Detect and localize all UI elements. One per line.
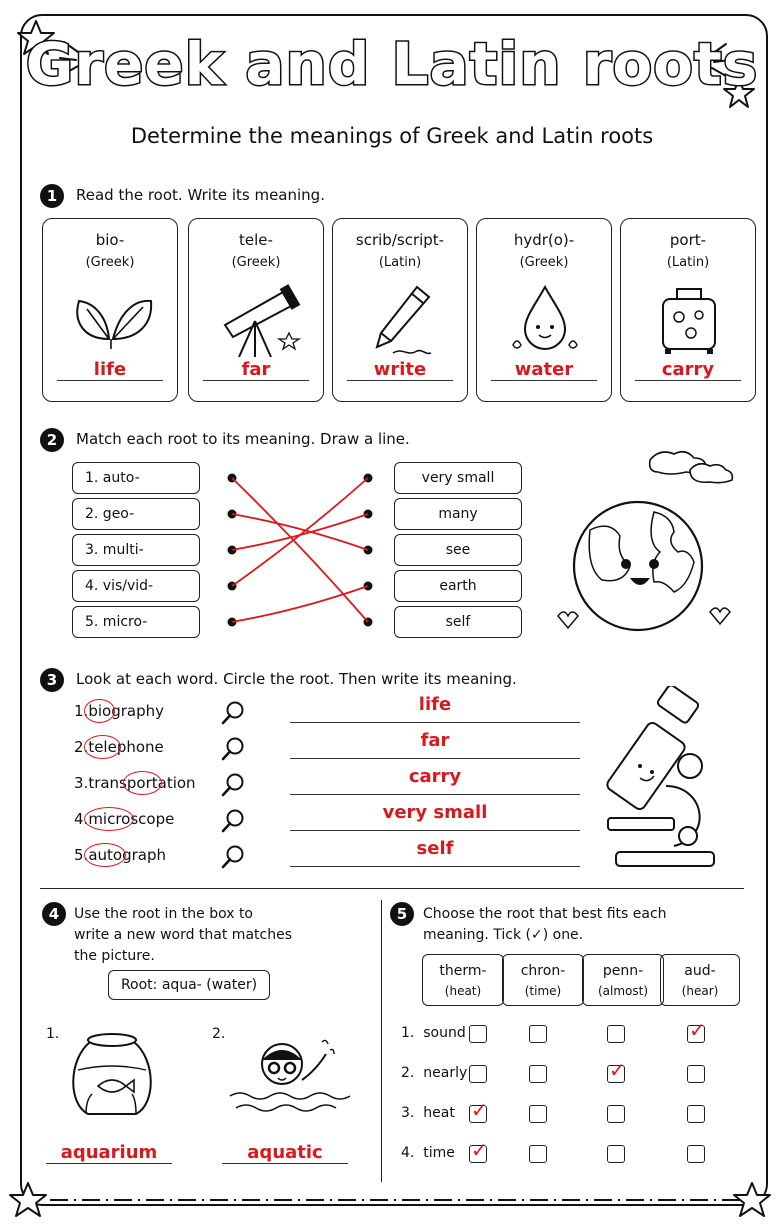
circled-root: port xyxy=(127,774,158,792)
meaning-row-label: 1. sound xyxy=(401,1025,466,1041)
match-meaning-box: very small xyxy=(394,462,522,494)
tick-checkbox[interactable] xyxy=(607,1025,625,1043)
section-instruction: Choose the root that best fits each meaning. Tick (✓) one. xyxy=(423,906,667,943)
match-line xyxy=(232,478,368,622)
tick-checkbox[interactable] xyxy=(529,1025,547,1043)
tick-checkbox[interactable] xyxy=(529,1065,547,1083)
dashed-border-line xyxy=(50,1190,740,1210)
root-circle xyxy=(84,735,121,759)
tick-checkbox[interactable] xyxy=(687,1065,705,1083)
root-label: hydr(o)- xyxy=(513,231,575,249)
magnifier-icon xyxy=(220,772,246,798)
root-label: scrib/script- xyxy=(355,231,445,249)
page-subtitle: Determine the meanings of Greek and Latin roots xyxy=(130,124,654,148)
answer-text: aquatic xyxy=(222,1142,348,1164)
section-number: 5 xyxy=(390,902,414,926)
word-row: 2.tele phone xyxy=(74,738,164,756)
match-line xyxy=(232,586,368,622)
check-mark: ✓ xyxy=(471,1138,488,1162)
section-instruction: Read the root. Write its meaning. xyxy=(76,186,325,204)
section-number: 3 xyxy=(40,668,64,692)
match-meaning-box: many xyxy=(394,498,522,530)
root-language: (Greek) xyxy=(231,255,281,270)
root-column-header: aud- (hear) xyxy=(660,954,740,1006)
answer-text: far xyxy=(203,359,309,381)
answer-line: self xyxy=(290,838,580,867)
column-divider xyxy=(381,900,382,1182)
match-line xyxy=(232,478,368,586)
root-label: bio- xyxy=(95,231,125,249)
answer-line: very small xyxy=(290,802,580,831)
circled-root: micro xyxy=(88,810,130,828)
section-number: 1 xyxy=(40,184,64,208)
meaning-row-label: 2. nearly xyxy=(401,1065,468,1081)
section-instruction: Use the root in the box to write a new word that matches the picture. xyxy=(74,906,292,964)
item-number: 1. xyxy=(46,1026,60,1042)
tick-checkbox[interactable] xyxy=(607,1145,625,1163)
star-icon xyxy=(8,1180,48,1220)
meaning-row-label: 3. heat xyxy=(401,1105,455,1121)
match-meaning-box: see xyxy=(394,534,522,566)
tick-checkbox[interactable] xyxy=(607,1058,626,1083)
tick-checkbox[interactable] xyxy=(687,1145,705,1163)
check-mark: ✓ xyxy=(609,1058,626,1082)
answer-text: water xyxy=(491,359,597,381)
tick-checkbox[interactable] xyxy=(469,1025,487,1043)
root-circle xyxy=(84,699,115,723)
tick-checkbox[interactable] xyxy=(469,1065,487,1083)
root-box: Root: aqua- (water) xyxy=(108,970,270,1000)
fishbowl-icon xyxy=(64,1030,160,1120)
section-instruction: Look at each word. Circle the root. Then write its meaning. xyxy=(76,670,517,688)
section-number: 2 xyxy=(40,428,64,452)
answer-text: life xyxy=(57,359,163,381)
item-number: 2. xyxy=(212,1026,226,1042)
tick-checkbox[interactable] xyxy=(607,1105,625,1123)
root-column-header: penn- (almost) xyxy=(582,954,664,1006)
root-language: (Greek) xyxy=(519,255,569,270)
match-root-box: 3. multi- xyxy=(72,534,200,566)
root-label: tele- xyxy=(239,231,273,249)
match-root-box: 1. auto- xyxy=(72,462,200,494)
answer-line: carry xyxy=(290,766,580,795)
answer-text: aquarium xyxy=(46,1142,172,1164)
word-row: 4.micro scope xyxy=(74,810,174,828)
match-root-box: 4. vis/vid- xyxy=(72,570,200,602)
tick-checkbox[interactable] xyxy=(687,1018,706,1043)
match-root-box: 5. micro- xyxy=(72,606,200,638)
word-row: 3.transport ation xyxy=(74,774,196,792)
circled-root: bio xyxy=(88,702,111,720)
magnifier-icon xyxy=(220,700,246,726)
root-column-header: chron- (time) xyxy=(502,954,584,1006)
root-circle xyxy=(84,843,126,867)
root-language: (Greek) xyxy=(85,255,135,270)
answer-text: write xyxy=(347,359,453,381)
circled-root: tele xyxy=(88,738,117,756)
root-circle xyxy=(123,771,162,795)
root-circle xyxy=(84,807,134,831)
match-line xyxy=(232,514,368,550)
match-line xyxy=(232,514,368,550)
word-row: 1.bio graphy xyxy=(74,702,164,720)
circled-root: auto xyxy=(88,846,122,864)
section-number: 4 xyxy=(42,902,66,926)
page-title: Greek and Latin roots xyxy=(25,30,759,98)
tick-checkbox[interactable] xyxy=(687,1105,705,1123)
microscope-icon xyxy=(596,686,726,872)
section-instruction: Match each root to its meaning. Draw a line. xyxy=(76,430,410,448)
magnifier-icon xyxy=(220,808,246,834)
match-meaning-box: earth xyxy=(394,570,522,602)
magnifier-icon xyxy=(220,736,246,762)
root-language: (Latin) xyxy=(378,255,422,270)
tick-checkbox[interactable] xyxy=(469,1138,488,1163)
answer-text: carry xyxy=(635,359,741,381)
match-meaning-box: self xyxy=(394,606,522,638)
word-row: 5.auto graph xyxy=(74,846,166,864)
swimmer-icon xyxy=(226,1036,356,1120)
meaning-row-label: 4. time xyxy=(401,1145,455,1161)
magnifier-icon xyxy=(220,844,246,870)
section-divider xyxy=(40,888,744,889)
answer-line: life xyxy=(290,694,580,723)
root-label: port- xyxy=(669,231,707,249)
check-mark: ✓ xyxy=(689,1018,706,1042)
earth-icon xyxy=(550,440,750,640)
tick-checkbox[interactable] xyxy=(529,1105,547,1123)
tick-checkbox[interactable] xyxy=(529,1145,547,1163)
check-mark: ✓ xyxy=(471,1098,488,1122)
root-language: (Latin) xyxy=(666,255,710,270)
match-root-box: 2. geo- xyxy=(72,498,200,530)
root-column-header: therm- (heat) xyxy=(422,954,504,1006)
answer-line: far xyxy=(290,730,580,759)
tick-checkbox[interactable] xyxy=(469,1098,488,1123)
